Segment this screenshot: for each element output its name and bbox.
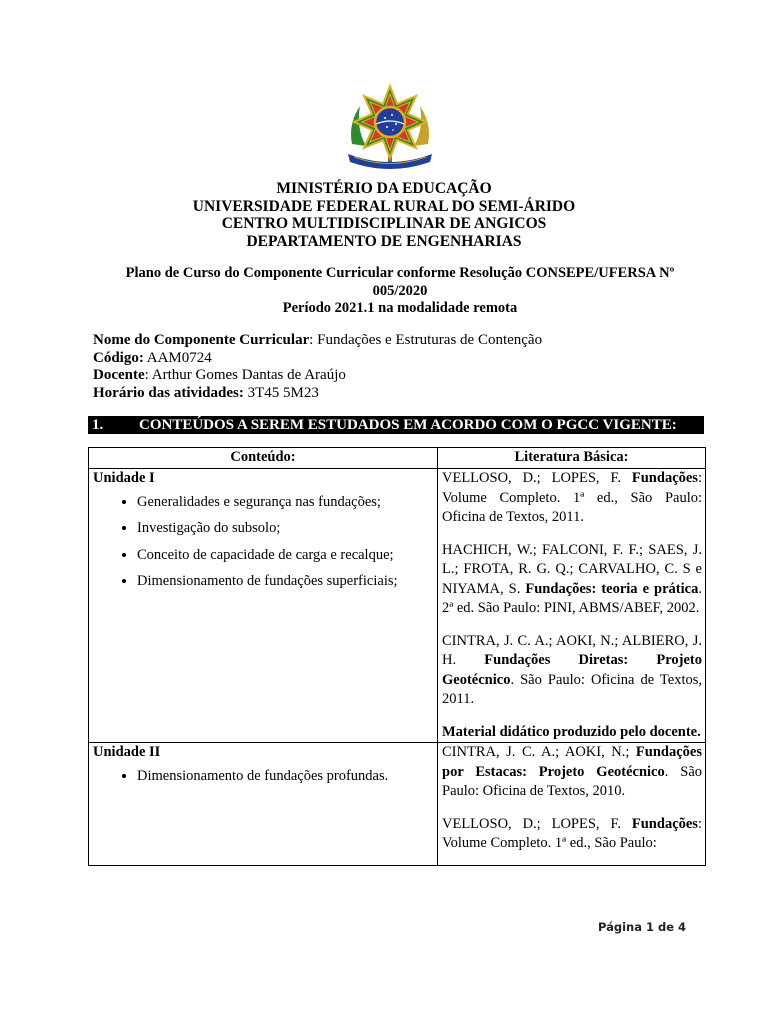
column-header-literature: Literatura Básica: xyxy=(438,448,706,469)
reference xyxy=(442,469,702,528)
reference-details: : Volume Completo. 1ª ed., São Paulo: xyxy=(442,815,702,851)
reference-title: Fundações por Estacas: Projeto Geotécnico xyxy=(442,744,702,780)
header-ministry: MINISTÉRIO DA EDUCAÇÃO xyxy=(276,180,492,197)
reference xyxy=(442,632,702,710)
section-number: 1. xyxy=(92,417,104,433)
reference-authors: VELLOSO, D.; LOPES, F. xyxy=(442,470,632,486)
unit2-topic-list xyxy=(93,767,434,787)
reference-title: Fundações Diretas: Projeto Geotécnico xyxy=(442,652,702,688)
code-value: AAM0724 xyxy=(143,349,212,366)
plan-title-line2: 005/2020 xyxy=(372,282,428,299)
reference-authors: HACHICH, W.; FALCONI, F. F.; SAES, J. L.; FROTA, R. G. Q.; CARVALHO, C. S e NIYAMA, S. xyxy=(442,541,702,597)
unit1-literature-cell xyxy=(438,469,706,743)
header-university: UNIVERSIDADE FEDERAL RURAL DO SEMI-ÁRIDO xyxy=(192,197,576,215)
table-row xyxy=(89,469,706,743)
reference-details: . São Paulo: Oficina de Textos, 2011. xyxy=(442,671,702,707)
content-table xyxy=(88,447,706,866)
coat-of-arms-icon xyxy=(340,84,440,170)
header-department: DEPARTAMENTO DE ENGENHARIAS xyxy=(246,232,522,250)
reference xyxy=(442,743,702,802)
section-heading xyxy=(88,416,704,434)
list-item: • Dimensionamento de fundações profundas. xyxy=(137,767,434,787)
course-plan-title xyxy=(95,265,705,318)
unit1-topic-list xyxy=(93,493,434,592)
list-item: • Conceito de capacidade de carga e recalque; xyxy=(137,546,434,566)
code-row xyxy=(93,350,542,368)
list-item: • Generalidades e segurança nas fundações; xyxy=(137,493,434,513)
unit2-content-cell xyxy=(89,743,438,866)
reference xyxy=(442,723,702,743)
header-center: CENTRO MULTIDISCIPLINAR DE ANGICOS xyxy=(221,215,547,232)
unit2-title: Unidade II xyxy=(93,744,161,760)
code-label: Código: xyxy=(93,349,144,366)
column-header-content: Conteúdo: xyxy=(89,448,438,469)
list-item: • Dimensionamento de fundações superficiais; xyxy=(137,572,434,592)
unit1-content-cell xyxy=(89,469,438,743)
plan-period: Período 2021.1 na modalidade remota xyxy=(282,300,518,316)
reference-title: Fundações xyxy=(631,815,698,832)
teacher-value: : Arthur Gomes Dantas de Araújo xyxy=(144,367,346,383)
schedule-value: 3T45 5M23 xyxy=(243,384,319,401)
unit2-literature-cell xyxy=(438,743,706,866)
page-number: Página 1 de 4 xyxy=(598,920,687,934)
component-name-row xyxy=(93,332,542,350)
schedule-row xyxy=(93,385,542,403)
institution-header xyxy=(0,180,768,250)
reference-details: . 2ª ed. São Paulo: PINI, ABMS/ABEF, 2002. xyxy=(442,580,702,616)
component-name-value: : Fundações e Estruturas de Contenção xyxy=(309,332,543,348)
component-name-label: Nome do Componente Curricular xyxy=(93,332,310,348)
reference-details: . São Paulo: Oficina de Textos, 2010. xyxy=(442,763,703,799)
reference-details: : Volume Completo. 1ª ed., São Paulo: Oficina de Textos, 2011. xyxy=(442,470,702,525)
course-info xyxy=(93,332,542,402)
teacher-row xyxy=(93,367,542,385)
section-title: CONTEÚDOS A SEREM ESTUDADOS EM ACORDO COM O PGCC VIGENTE: xyxy=(139,417,677,433)
schedule-label: Horário das atividades: xyxy=(93,384,244,401)
reference-title: Fundações: teoria e prática xyxy=(525,580,699,597)
reference xyxy=(442,541,702,619)
reference-authors: CINTRA, J. C. A.; AOKI, N.; ALBIERO, J. H. xyxy=(442,632,702,668)
teacher-label: Docente xyxy=(93,367,145,383)
reference-authors: CINTRA, J. C. A.; AOKI, N.; xyxy=(442,744,636,760)
table-row xyxy=(89,743,706,866)
reference-title: Material didático produzido pelo docente. xyxy=(442,723,701,740)
reference-title: Fundações xyxy=(631,470,698,486)
list-item: • Investigação do subsolo; xyxy=(137,519,434,539)
reference-authors: VELLOSO, D.; LOPES, F. xyxy=(442,815,632,832)
unit1-title: Unidade I xyxy=(93,470,155,486)
reference xyxy=(442,815,702,854)
plan-title-line1: Plano de Curso do Componente Curricular conforme Resolução CONSEPE/UFERSA Nº xyxy=(125,265,675,281)
table-header-row xyxy=(89,448,706,469)
